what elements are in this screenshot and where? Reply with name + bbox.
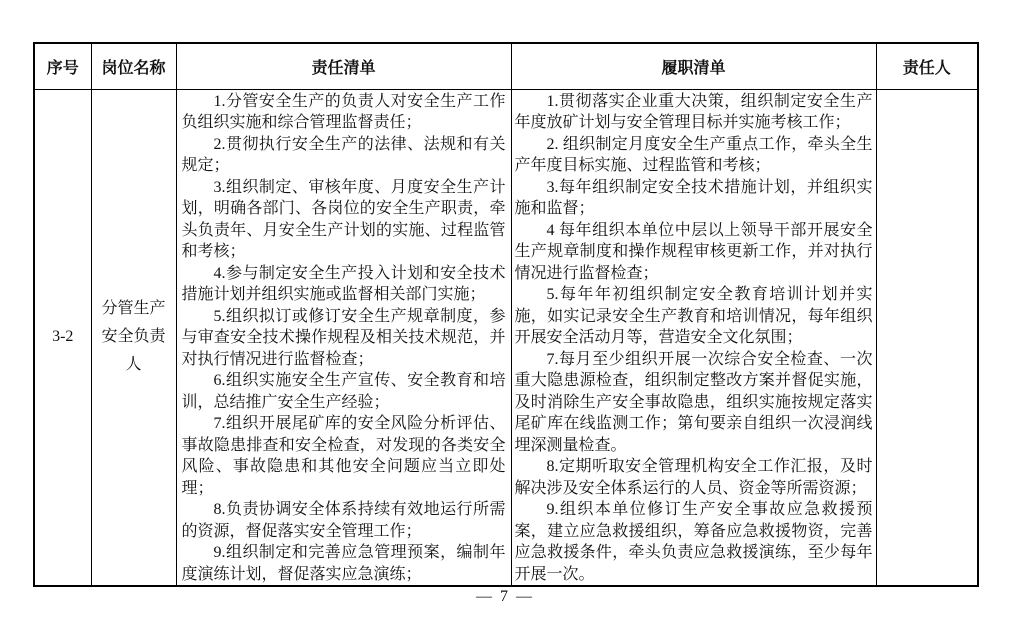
list-item: 4.参与制定安全生产投入计划和安全技术措施计划并组织实施或监督相关部门实施； [181, 264, 506, 303]
list-item: 8.负责协调安全体系持续有效地运行所需的资源，督促落实安全管理工作； [181, 501, 506, 540]
list-item: 3.组织制定、审核年度、月度安全生产计划，明确各部门、各岗位的安全生产职责，牵头负责年、月安全生产计划的实施、过程监管和考核； [181, 178, 506, 260]
responsibility-table [33, 42, 979, 587]
duty-list [515, 91, 873, 586]
list-item: 1.贯彻落实企业重大决策，组织制定安全生产年度放矿计划与安全管理目标并实施考核工作； [514, 92, 873, 131]
list-item: 9.组织本单位修订生产安全事故应急救援预案，建立应急救援组织，筹备应急救援物资，完善应急救援条件，牵头负责应急救援演练，至少每年开展一次。 [514, 501, 873, 583]
header-serial: 序号 [34, 43, 91, 89]
list-item: 7.每月至少组织开展一次综合安全检查、一次重大隐患源检查，组织制定整改方案并督促实施，及时消除生产安全事故隐患，组织实施按规定落实尾矿库在线监测工作；第旬要亲自组织一次浸润线埋深测量检查。 [514, 350, 873, 454]
header-position: 岗位名称 [91, 43, 176, 89]
list-item: 6.组织实施安全生产宣传、安全教育和培训，总结推广安全生产经验； [181, 372, 506, 411]
list-item: 5.组织拟订或修订安全生产规章制度，参与审查安全技术操作规程及相关技术规范，并对执行情况进行监督检查； [181, 307, 506, 368]
duty-list-cell [511, 89, 876, 586]
list-item: 1.分管安全生产的负责人对安全生产工作负组织实施和综合管理监督责任； [181, 92, 506, 131]
list-item: 5.每年年初组织制定安全教育培训计划并实施，如实记录安全生产教育和培训情况，每年组织开展安全活动月等，营造安全文化氛围； [514, 286, 873, 346]
responsibility-list [182, 91, 506, 586]
list-item: 3.每年组织制定安全技术措施计划，并组织实施和监督； [514, 178, 873, 217]
list-item: 2. 组织制定月度安全生产重点工作，牵头全生产年度目标实施、过程监管和考核； [514, 135, 873, 174]
header-person: 责任人 [876, 43, 978, 89]
header-responsibilities: 责任清单 [176, 43, 511, 89]
responsible-person-cell [876, 89, 978, 586]
list-item: 7.组织开展尾矿库的安全风险分析评估、事故隐患排查和安全检查，对发现的各类安全风险、事故隐患和其他安全问题应当立即处理； [181, 415, 506, 497]
position-cell: 分管生产安全负责人 [91, 89, 176, 586]
serial-cell: 3-2 [34, 89, 91, 586]
header-duties: 履职清单 [511, 43, 876, 89]
table-row [34, 89, 978, 586]
list-item: 9.组织制定和完善应急管理预案，编制年度演练计划，督促落实应急演练； [181, 544, 506, 583]
page-number: — 7 — [476, 588, 534, 605]
responsibility-list-cell [176, 89, 511, 586]
list-item: 2.贯彻执行安全生产的法律、法规和有关规定； [181, 135, 506, 174]
list-item: 8.定期听取安全管理机构安全工作汇报，及时解决涉及安全体系运行的人员、资金等所需资源； [514, 458, 873, 497]
list-item: 4 每年组织本单位中层以上领导干部开展安全生产规章制度和操作规程审核更新工作，并对执行情况进行监督检查； [514, 221, 873, 282]
header-row [34, 43, 978, 89]
